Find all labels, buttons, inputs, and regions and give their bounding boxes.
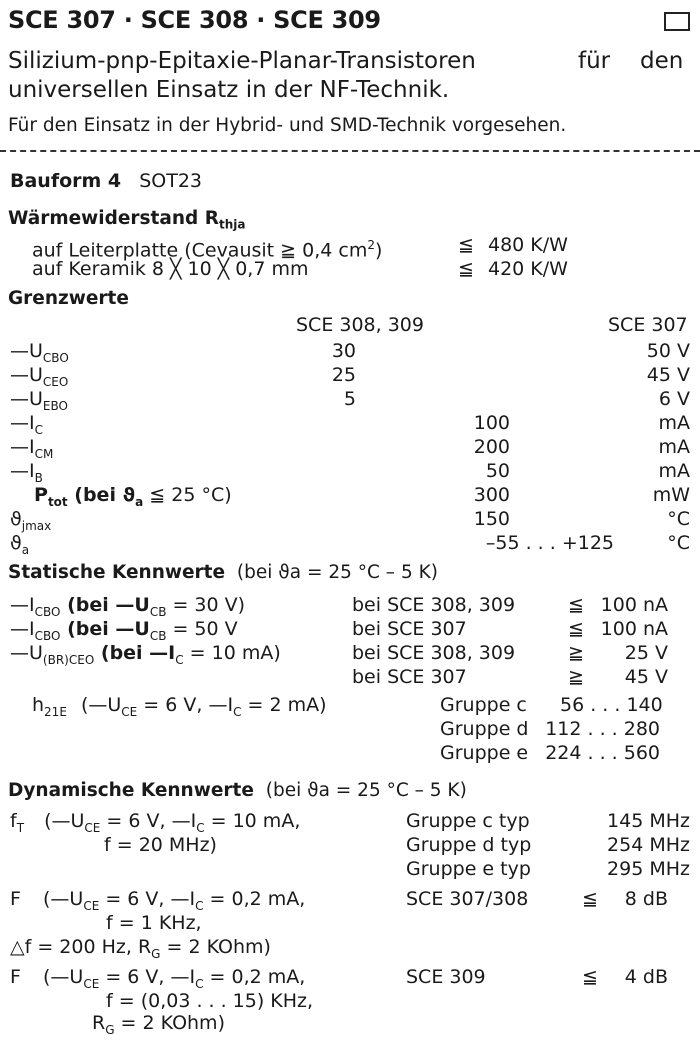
static-row-cond-sub: CB	[149, 604, 167, 619]
h21e-symbol-sub: 21E	[44, 704, 67, 719]
noise2-cond-start: (—U	[42, 966, 84, 988]
h21e-group-c-range: 56 . . . 140	[560, 694, 663, 716]
ft-cond-sub: CE	[84, 820, 101, 835]
noise2-cond-end: = 0,2 mA,	[203, 966, 306, 988]
h21e-cond-sub2: C	[233, 704, 242, 719]
static-row-sign: ≦	[568, 594, 584, 616]
limits-row-symbol: —I	[10, 436, 35, 458]
noise2-cond-sub2: C	[195, 976, 204, 991]
noise1-cond-sub: CE	[83, 898, 100, 913]
limits-row-sce308-value: 30	[331, 340, 356, 362]
limits-row-sce307-value: 6 V	[658, 388, 690, 410]
ft-symbol-sub: T	[16, 820, 25, 835]
limits-row-sce307-value: mA	[658, 436, 690, 458]
limits-row-value: 50	[485, 460, 510, 482]
noise2-cond-mid: = 6 V, —I	[99, 966, 196, 988]
limits-row-symbol: ϑ	[10, 508, 22, 530]
subtitle-line-1: Silizium-pnp-Epitaxie-Planar-Transistoren	[8, 48, 476, 74]
noise1-line-3	[10, 936, 271, 965]
subtitle-word-fur: für	[578, 48, 611, 74]
limits-row-sce307-value: mA	[658, 412, 690, 434]
limits-col-sce308-309: SCE 308, 309	[296, 314, 424, 336]
limits-row-extra: (bei ϑ	[67, 484, 136, 506]
ft-group-d-value: 254 MHz	[607, 834, 690, 856]
ft-cond-mid: = 6 V, —I	[100, 810, 197, 832]
static-row-label	[10, 642, 281, 671]
limits-row-sub: CBO	[42, 350, 69, 365]
static-row-cond-end: = 30 V)	[166, 594, 246, 616]
limits-row-value: –55 . . . +125	[485, 532, 614, 554]
h21e-symbol: h	[32, 694, 45, 716]
package-outline-box	[664, 12, 690, 31]
limits-row-value: 200	[473, 436, 510, 458]
static-row-type: bei SCE 308, 309	[352, 642, 516, 664]
thermal-row-1-value: 480 K/W	[488, 234, 568, 256]
bauform-label: Bauform 4	[10, 170, 122, 192]
static-row-cond-end: = 10 mA)	[183, 642, 281, 664]
limits-row-extra-sub: a	[135, 494, 144, 509]
h21e-cond-mid: = 6 V, —I	[137, 694, 234, 716]
static-row-cond: (bei —I	[94, 642, 176, 664]
static-row-symbol: —U	[10, 642, 43, 664]
static-heading-row	[8, 562, 438, 583]
thermal-row-1-end: )	[374, 239, 383, 262]
static-row-sign: ≧	[568, 666, 584, 688]
bauform-row	[10, 170, 202, 192]
h21e-group-d-name: Gruppe d	[440, 718, 529, 740]
limits-row-value: 300	[473, 484, 510, 506]
static-row-cond-sub: CB	[149, 628, 167, 643]
subtitle-line-2: universellen Einsatz in der NF-Technik.	[8, 77, 450, 103]
h21e-cond-sub: CE	[121, 704, 138, 719]
thermal-row-1-text: auf Leiterplatte (Cevausit ≧ 0,4 cm	[32, 239, 368, 262]
h21e-cond-start: (—U	[80, 694, 122, 716]
thermal-row-2-label: auf Keramik 8 ╳ 10 ╳ 0,7 mm	[32, 258, 309, 280]
thermal-heading	[8, 208, 245, 232]
static-row-cond-end: = 50 V	[166, 618, 238, 640]
thermal-heading-text: Wärmewiderstand R	[8, 208, 219, 229]
static-row-type: bei SCE 308, 309	[352, 594, 516, 616]
ft-group-e-name: Gruppe e typ	[406, 858, 531, 880]
noise2-sign: ≦	[582, 966, 598, 988]
limits-row-sce307-value: 50 V	[646, 340, 690, 362]
noise2-type: SCE 309	[406, 966, 486, 988]
bauform-value: SOT23	[139, 170, 203, 192]
noise2-line-2: f = (0,03 . . . 15) KHz,	[106, 990, 314, 1012]
limits-row-sub: B	[34, 470, 43, 485]
ft-group-c-name: Gruppe c typ	[406, 810, 530, 832]
limits-row-sce307-value: °C	[667, 508, 690, 530]
h21e-label	[32, 694, 327, 723]
header-divider	[0, 150, 700, 152]
limits-row-sub: C	[34, 422, 43, 437]
thermal-row-2-sign: ≦	[458, 258, 474, 280]
noise1-value: 8 dB	[624, 888, 668, 910]
subtitle-word-den: den	[640, 48, 684, 74]
static-row-type: bei SCE 307	[352, 618, 467, 640]
limits-row-extra-end: ≦ 25 °C)	[143, 484, 232, 506]
noise1-cond-end: = 0,2 mA,	[203, 888, 306, 910]
static-row-symbol-sub: (BR)CEO	[42, 652, 95, 667]
limits-row-value: 100	[473, 412, 510, 434]
noise2-line-3	[92, 1012, 225, 1041]
limits-row-sub: tot	[47, 494, 68, 509]
ft-cond-end: = 10 mA,	[204, 810, 301, 832]
ft-cond-sub2: C	[196, 820, 205, 835]
static-row-cond-sub: C	[175, 652, 184, 667]
limits-row-sce307-value: mW	[652, 484, 690, 506]
limits-row-symbol: —U	[10, 340, 43, 362]
noise2-value: 4 dB	[624, 966, 668, 988]
limits-row-sub: EBO	[42, 398, 68, 413]
limits-row-symbol: —I	[10, 412, 35, 434]
noise1-sign: ≦	[582, 888, 598, 910]
limits-row-symbol: ϑ	[10, 532, 22, 554]
static-row-symbol: —I	[10, 618, 35, 640]
noise1-line3-sub: G	[151, 946, 161, 961]
limits-row-sce308-value: 5	[343, 388, 356, 410]
noise1-cond-sub2: C	[195, 898, 204, 913]
static-row-cond: (bei —U	[60, 594, 150, 616]
noise1-cond-mid: = 6 V, —I	[99, 888, 196, 910]
h21e-group-d-range: 112 . . . 280	[545, 718, 660, 740]
noise1-line3-end: = 2 KOhm)	[160, 936, 271, 958]
limits-row-symbol: —I	[10, 460, 35, 482]
thermal-heading-sub: thja	[218, 217, 246, 232]
static-conditions: (bei ϑa = 25 °C – 5 K)	[236, 562, 438, 583]
limits-row-sub: CM	[34, 446, 54, 461]
limits-row-symbol: —U	[10, 388, 43, 410]
limits-row-value: 150	[473, 508, 510, 530]
h21e-group-c-name: Gruppe c	[440, 694, 527, 716]
limits-row-sub: CEO	[42, 374, 69, 389]
static-row-type: bei SCE 307	[352, 666, 467, 688]
usage-note: Für den Einsatz in der Hybrid- und SMD-Technik vorgesehen.	[8, 115, 567, 136]
ft-cond-start: (—U	[44, 810, 85, 832]
static-row-symbol-sub: CBO	[34, 628, 61, 643]
limits-row-sce307-value: 45 V	[646, 364, 690, 386]
ft-symbol: f	[10, 810, 17, 832]
noise2-cond-sub: CE	[83, 976, 100, 991]
static-row-value: 100 nA	[600, 618, 668, 640]
dynamic-conditions: (bei ϑa = 25 °C – 5 K)	[265, 780, 467, 801]
noise2-line3-end: = 2 KOhm)	[114, 1012, 225, 1034]
noise2-line3-sub: G	[105, 1022, 115, 1037]
noise2-line3-text: R	[92, 1012, 106, 1034]
limits-row-symbol: P	[34, 484, 48, 506]
noise1-line-2: f = 1 KHz,	[106, 912, 202, 934]
h21e-group-e-range: 224 . . . 560	[545, 742, 660, 764]
noise1-line3-text: △f = 200 Hz, R	[10, 936, 152, 958]
limits-heading: Grenzwerte	[8, 288, 129, 309]
dynamic-heading-row	[8, 780, 467, 801]
static-row-sign: ≦	[568, 618, 584, 640]
static-row-sign: ≧	[568, 642, 584, 664]
h21e-group-e-name: Gruppe e	[440, 742, 529, 764]
noise1-cond-start: (—U	[42, 888, 84, 910]
ft-group-c-value: 145 MHz	[607, 810, 690, 832]
limits-col-sce307: SCE 307	[608, 314, 688, 336]
datasheet-title: SCE 307 · SCE 308 · SCE 309	[8, 6, 381, 34]
limits-row-sub: a	[21, 542, 30, 557]
limits-row-symbol: —U	[10, 364, 43, 386]
limits-row-label	[34, 484, 232, 513]
limits-row-sce307-value: °C	[667, 532, 690, 554]
h21e-cond-end: = 2 mA)	[241, 694, 327, 716]
static-row-value: 100 nA	[600, 594, 668, 616]
noise1-symbol: F	[10, 888, 21, 910]
static-row-symbol: —I	[10, 594, 35, 616]
static-row-value: 25 V	[624, 642, 668, 664]
static-row-symbol-sub: CBO	[34, 604, 61, 619]
ft-group-d-name: Gruppe d typ	[406, 834, 532, 856]
static-heading: Statische Kennwerte	[8, 562, 226, 583]
limits-row-sce308-value: 25	[331, 364, 356, 386]
limits-row-sub: jmax	[21, 518, 52, 533]
ft-group-e-value: 295 MHz	[607, 858, 690, 880]
static-row-value: 45 V	[624, 666, 668, 688]
thermal-row-2-value: 420 K/W	[488, 258, 568, 280]
ft-line-2: f = 20 MHz)	[104, 834, 217, 856]
limits-row-label	[10, 532, 29, 561]
noise1-type: SCE 307/308	[406, 888, 529, 910]
limits-row-sce307-value: mA	[658, 460, 690, 482]
noise2-symbol: F	[10, 966, 21, 988]
static-row-cond: (bei —U	[60, 618, 150, 640]
thermal-row-1-sign: ≦	[458, 234, 474, 256]
dynamic-heading: Dynamische Kennwerte	[8, 780, 254, 801]
thermal-row-1-sup: 2	[367, 238, 375, 252]
